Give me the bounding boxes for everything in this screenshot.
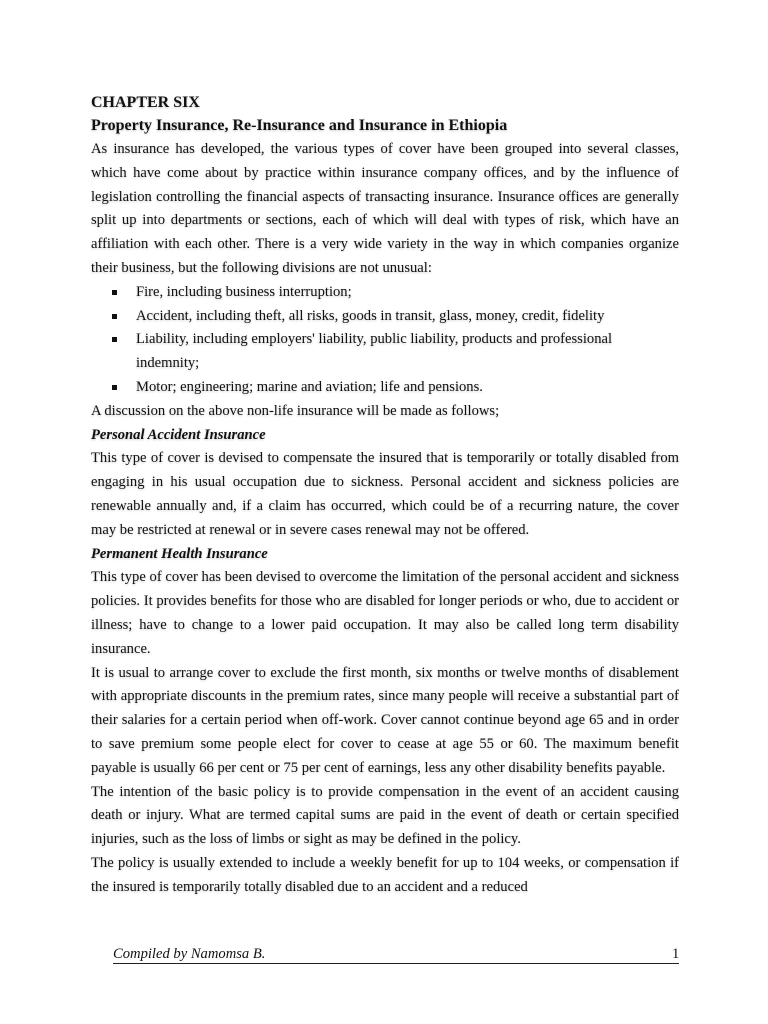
square-bullet-icon <box>112 290 117 295</box>
list-item-text: Accident, including theft, all risks, goods in transit, glass, money, credit, fidelity <box>136 307 605 324</box>
page-footer <box>113 945 679 964</box>
square-bullet-icon <box>112 385 117 390</box>
list-item-text: Fire, including business interruption; <box>136 283 352 300</box>
footer-compiled-by: Compiled by Namomsa B. <box>113 946 266 962</box>
intro-paragraph: As insurance has developed, the various types of cover have been grouped into several classes, which have come about by practice within insurance company offices, and by the influence of legislation controlling the financial aspects of transacting insurance. Insurance offices are generally split up into departments or sections, each of which will deal with types of risk, which have an affiliation with each other. There is a very wide variety in the way in which companies organize their business, but the following divisions are not unusual: <box>91 141 679 276</box>
page-number: 1 <box>672 946 680 962</box>
list-item-text: Motor; engineering; marine and aviation; life and pensions. <box>136 378 483 395</box>
page-content <box>91 92 679 900</box>
list-item-text: Liability, including employers' liability, public liability, products and professional indemnity; <box>136 331 613 372</box>
permanent-health-paragraph-2: It is usual to arrange cover to exclude the first month, six months or twelve months of disablement with appropriate discounts in the premium rates, since many people will receive a substantial part of their salaries for a certain period when off-work. Cover cannot continue beyond age 65 and in order to save premium some people elect for cover to cease at age 55 or 60. The maximum benefit payable is usually 66 per cent or 75 per cent of earnings, less any other disability benefits payable. <box>91 664 679 776</box>
square-bullet-icon <box>112 337 117 342</box>
section-heading-permanent-health: Permanent Health Insurance <box>91 545 268 562</box>
square-bullet-icon <box>112 314 117 319</box>
permanent-health-paragraph-4: The policy is usually extended to include a weekly benefit for up to 104 weeks, or compensation if the insured is temporarily totally disabled due to an accident and a reduced <box>91 854 679 895</box>
personal-accident-paragraph: This type of cover is devised to compensate the insured that is temporarily or totally disabled from engaging in his usual occupation due to sickness. Personal accident and sickness policies are renewable annually and, if a claim has occurred, which could be of a recurring nature, the cover may be restricted at renewal or in severe cases renewal may not be offered. <box>91 450 679 538</box>
division-list <box>91 281 679 400</box>
list-item <box>136 328 679 376</box>
list-item <box>136 281 679 305</box>
discussion-paragraph: A discussion on the above non-life insurance will be made as follows; <box>91 402 500 419</box>
list-item <box>136 305 679 329</box>
permanent-health-paragraph-1: This type of cover has been devised to overcome the limitation of the personal accident and sickness policies. It provides benefits for those who are disabled for longer periods or who, due to accident or illness; have to change to a lower paid occupation. It may also be called long term disability insurance. <box>91 569 679 657</box>
chapter-title: Property Insurance, Re-Insurance and Insurance in Ethiopia <box>91 117 508 134</box>
chapter-heading: CHAPTER SIX <box>91 94 200 111</box>
permanent-health-paragraph-3: The intention of the basic policy is to provide compensation in the event of an accident causing death or injury. What are termed capital sums are paid in the event of death or certain specified injuries, such as the loss of limbs or sight as may be defined in the policy. <box>91 783 679 848</box>
list-item <box>136 376 679 400</box>
section-heading-personal-accident: Personal Accident Insurance <box>91 426 266 443</box>
